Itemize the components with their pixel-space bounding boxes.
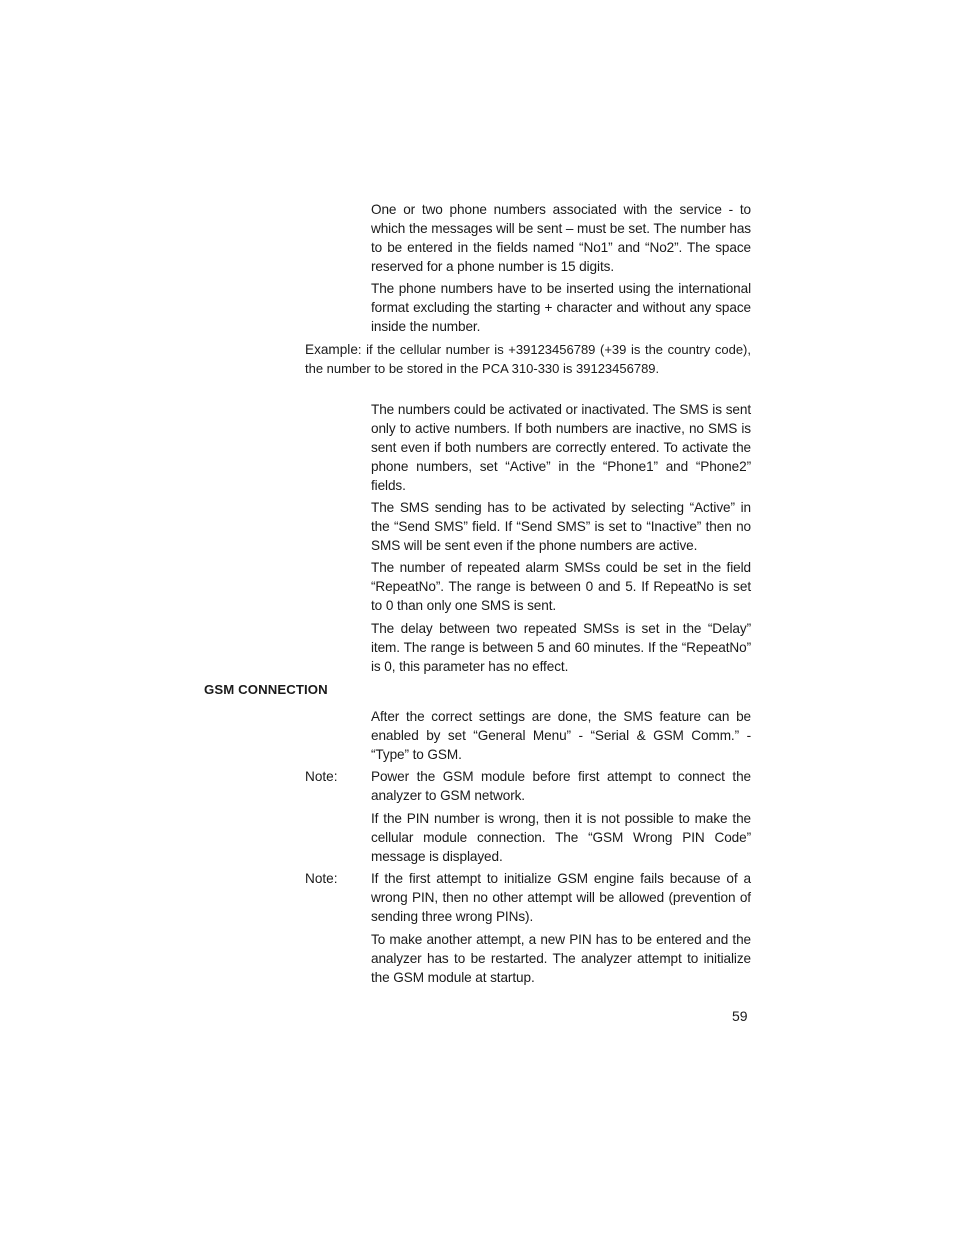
page-number: 59 bbox=[732, 1008, 748, 1024]
section-heading: GSM CONNECTION bbox=[204, 682, 328, 697]
example-block bbox=[305, 340, 751, 378]
note-label-1: Note: bbox=[305, 769, 338, 784]
paragraph-repeat: The number of repeated alarm SMSs could be set in the field “RepeatNo”. The range is between 0 and 5. If RepeatNo is set to 0 than only one SMS is sent. bbox=[371, 560, 751, 613]
paragraph-activation: The numbers could be activated or inactivated. The SMS is sent only to active numbers. If both numbers are inactive, no SMS is sent even if both numbers are correctly entered. To activate the phone numbers, set “Active” in the “Phone1” and “Phone2” fields. bbox=[371, 402, 751, 493]
note-label-2: Note: bbox=[305, 871, 338, 886]
paragraph-enable-gsm: After the correct settings are done, the SMS feature can be enabled by set “General Menu” - “Serial & GSM Comm.” - “Type” to GSM. bbox=[371, 709, 751, 762]
example-label: Example bbox=[305, 342, 358, 357]
paragraph-international-format: The phone numbers have to be inserted using the international format excluding the starting + character and without any space inside the number. bbox=[371, 281, 751, 334]
note-text-2: If the first attempt to initialize GSM engine fails because of a wrong PIN, then no other attempt will be allowed (prevention of sending three wrong PINs). bbox=[371, 871, 751, 924]
paragraph-phone-numbers: One or two phone numbers associated with the service - to which the messages will be sent – must be set. The number has to be entered in the fields named “No1” and “No2”. The space reserved for a phone number is 15 digits. bbox=[371, 202, 751, 274]
note-text-1: Power the GSM module before first attempt to connect the analyzer to GSM network. bbox=[371, 769, 751, 803]
paragraph-delay: The delay between two repeated SMSs is set in the “Delay” item. The range is between 5 and 60 minutes. If the “RepeatNo” is 0, this parameter has no effect. bbox=[371, 621, 751, 674]
paragraph-send-sms: The SMS sending has to be activated by selecting “Active” in the “Send SMS” field. If “Send SMS” is set to “Inactive” then no SMS will be sent even if the phone numbers are active. bbox=[371, 500, 751, 553]
example-text: : if the cellular number is +39123456789 (+39 is the country code), the number to be stored in the PCA 310-330 is 39123456789. bbox=[305, 342, 751, 376]
paragraph-restart: To make another attempt, a new PIN has to be entered and the analyzer has to be restarted. The analyzer attempt to initialize the GSM module at startup. bbox=[371, 932, 751, 985]
paragraph-wrong-pin: If the PIN number is wrong, then it is not possible to make the cellular module connection. The “GSM Wrong PIN Code” message is displayed. bbox=[371, 811, 751, 864]
